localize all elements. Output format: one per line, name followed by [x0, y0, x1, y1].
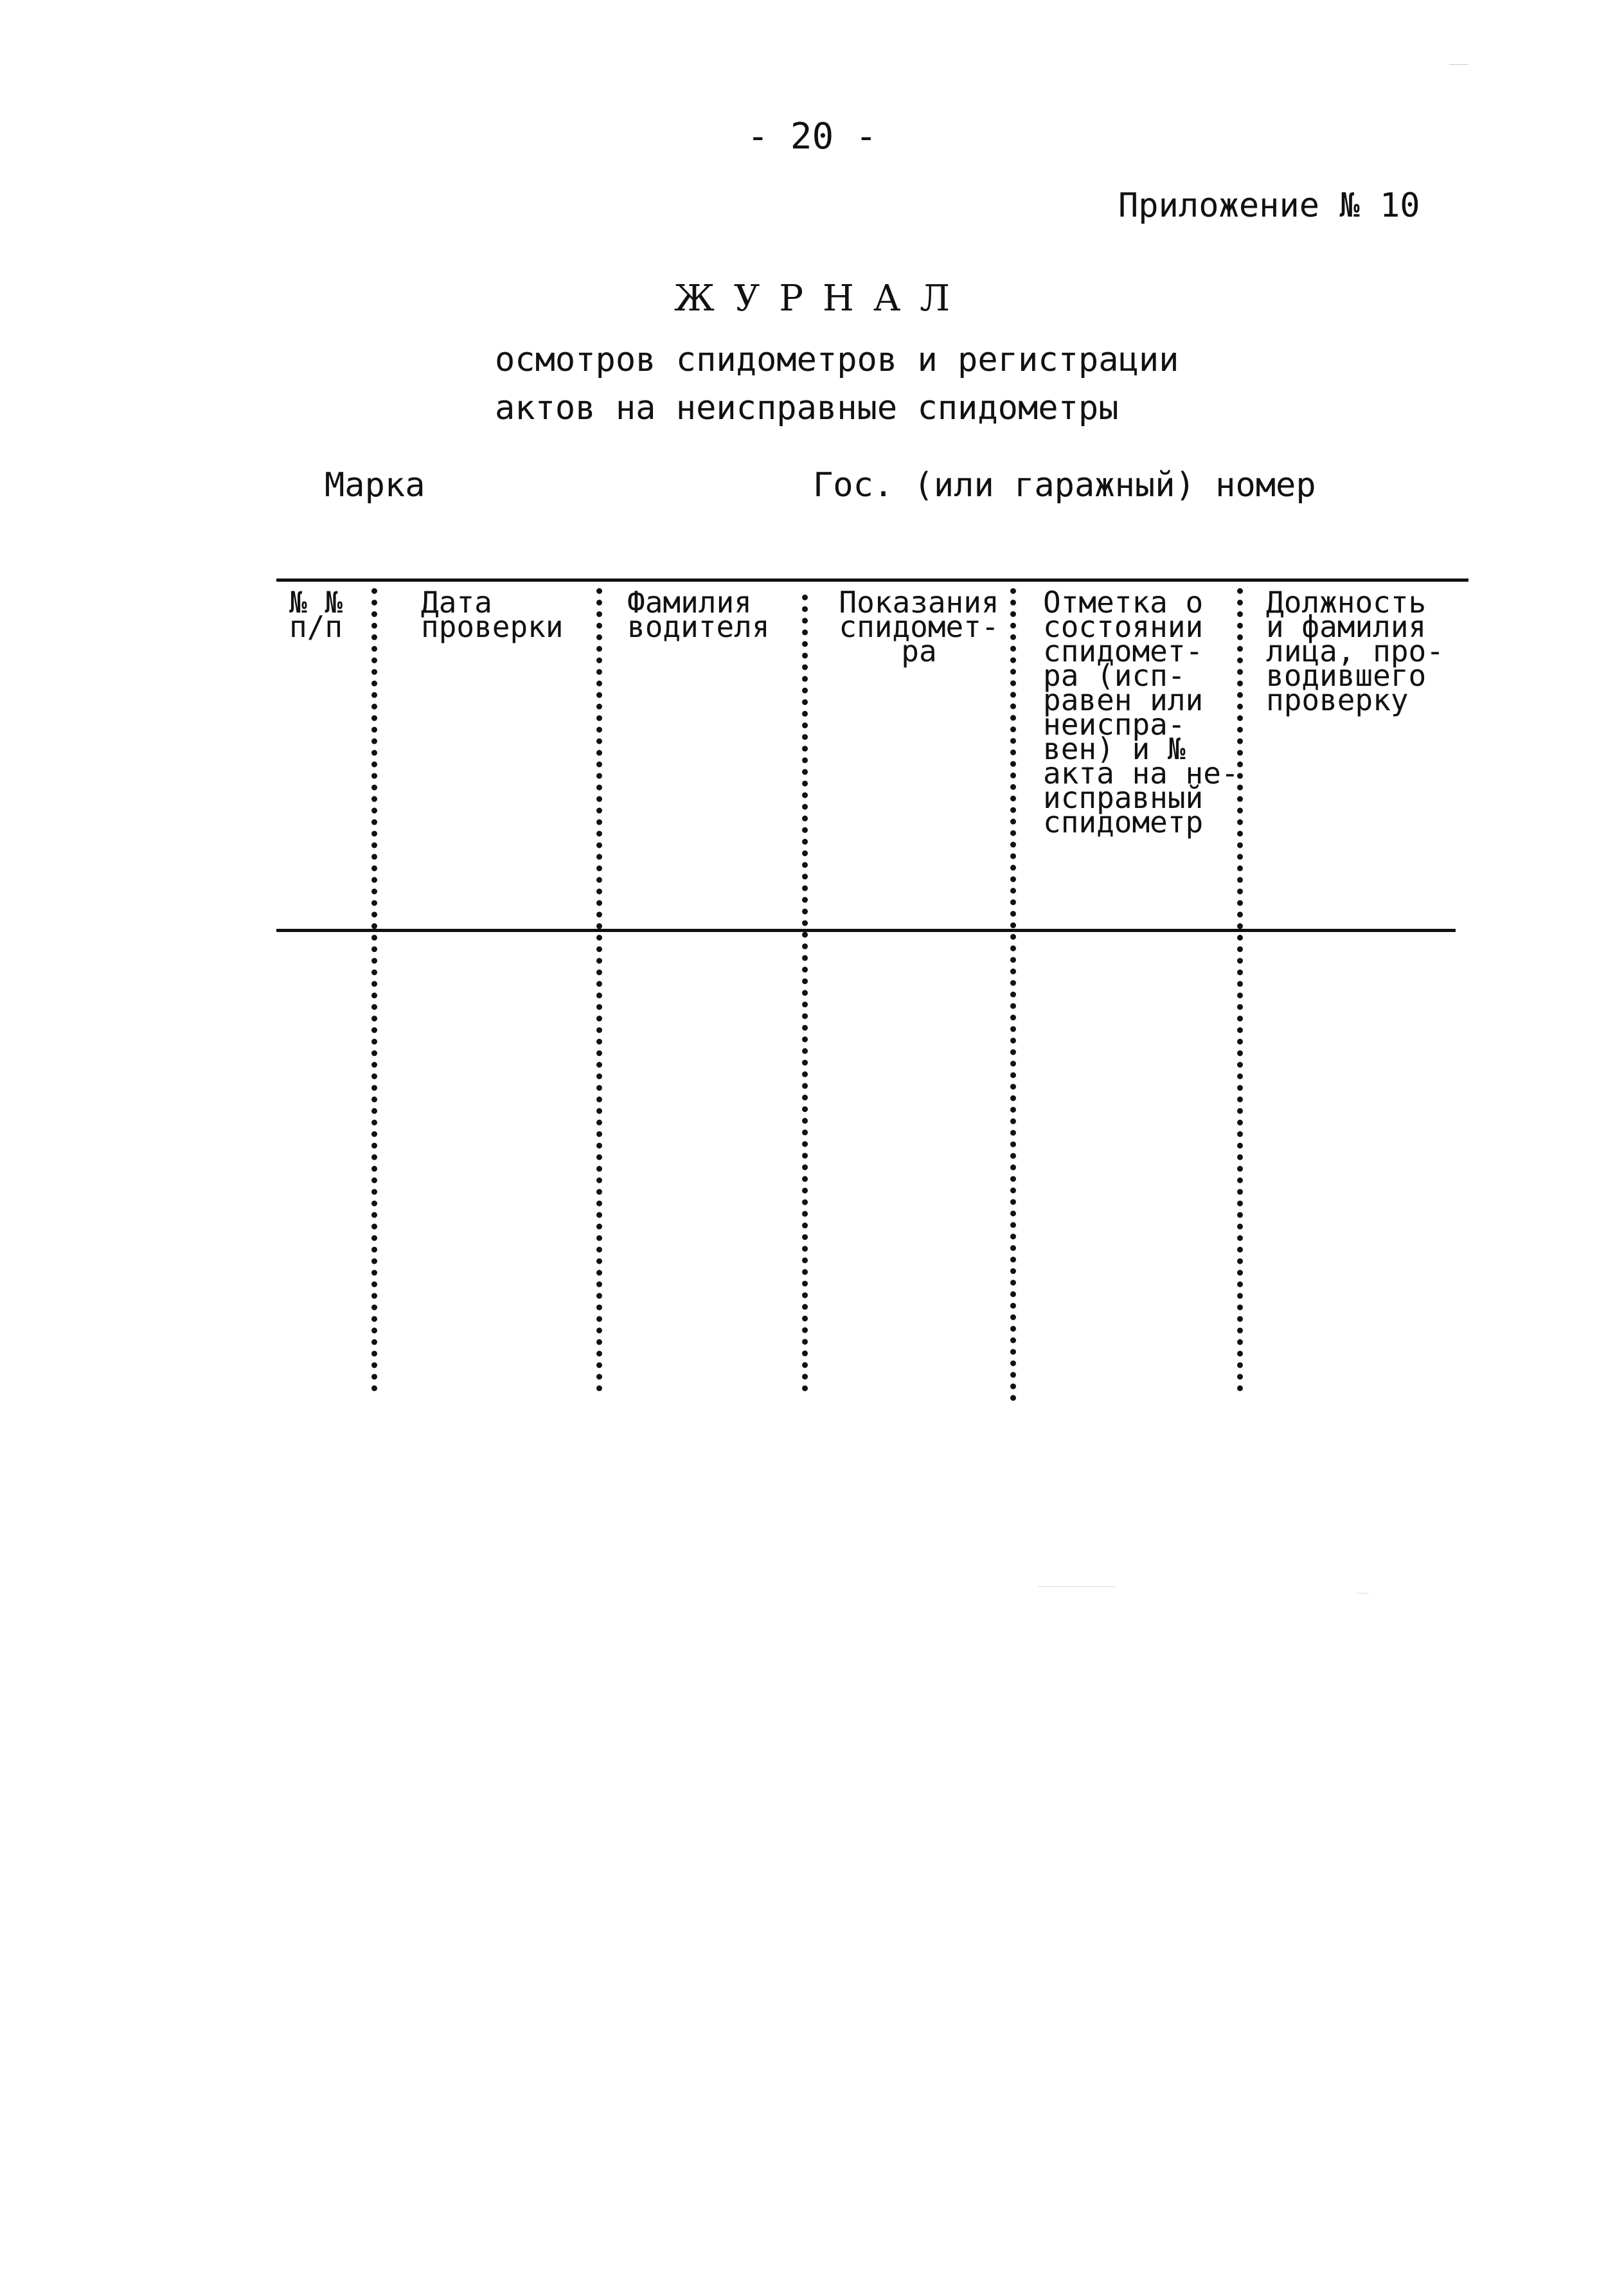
scan-artifact — [1038, 1586, 1115, 1587]
appendix-label: Приложение № 10 — [1118, 186, 1420, 225]
document-subtitle-line2: актов на неисправные спидометры — [495, 389, 1119, 427]
column-separator — [1010, 588, 1016, 1401]
table-top-rule — [276, 578, 1468, 582]
table-header-status: Отметка о состоянии спидомет- ра (исп- равен или неиспра- вен) и № акта на не- исправный спидометр — [1043, 585, 1239, 839]
table-header-date: Дата проверки — [421, 585, 564, 644]
field-marka: Марка — [325, 466, 425, 505]
column-separator — [596, 588, 602, 1392]
page-number: - 20 - — [747, 116, 877, 157]
scan-artifact — [1449, 64, 1468, 65]
table-header-rule — [276, 929, 1456, 932]
document-title: ЖУРНАЛ — [674, 278, 970, 319]
table-header-reading: Показания спидомет- ра — [839, 585, 999, 668]
table-header-driver: Фамилия водителя — [627, 585, 770, 644]
field-gos-nomer: Гос. (или гаражный) номер — [813, 466, 1316, 505]
table-header-inspector: Должность и фамилия лица, про- водившего проверку — [1266, 585, 1444, 717]
column-separator — [371, 588, 377, 1392]
column-separator — [802, 595, 808, 1392]
table-header-number: № № п/п — [289, 585, 343, 644]
document-subtitle-line1: осмотров спидометров и регистрации — [495, 341, 1179, 379]
